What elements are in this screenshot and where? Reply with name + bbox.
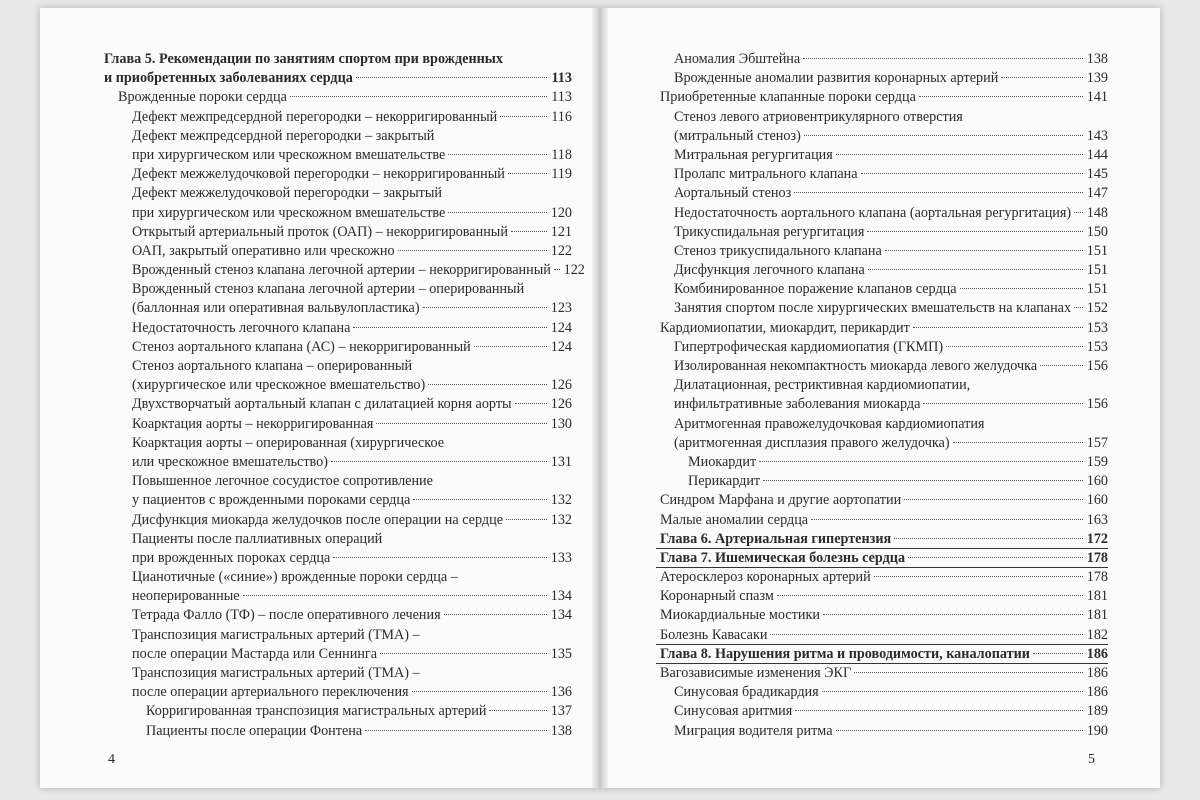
toc-entry-title: Миокардит <box>688 453 757 470</box>
toc-entry <box>104 395 572 414</box>
toc-leader-dots <box>946 346 1083 347</box>
toc-entry-title: Митральная регургитация <box>674 146 833 163</box>
toc-entry-page: 121 <box>550 223 572 240</box>
toc-leader-dots <box>867 231 1083 232</box>
toc-entry-title: у пациентов с врожденными пороками сердца <box>132 492 411 509</box>
toc-entry-page: 153 <box>1086 319 1108 336</box>
toc-entry-page: 126 <box>550 396 572 413</box>
toc-entry-title: Дефект межпредсердной перегородки – закрытый <box>132 127 435 144</box>
toc-entry <box>660 606 1108 625</box>
toc-entry-title: Врожденные аномалии развития коронарных артерий <box>674 70 999 87</box>
toc-leader-dots <box>803 58 1083 59</box>
toc-entry-page: 130 <box>550 415 572 432</box>
toc-entry-title: Атеросклероз коронарных артерий <box>660 569 871 586</box>
toc-entry <box>660 434 1108 453</box>
toc-entry <box>104 165 572 184</box>
toc-entry <box>104 453 572 472</box>
toc-leader-dots <box>885 250 1083 251</box>
toc-entry-page: 120 <box>550 204 572 221</box>
toc-entry-title: (баллонная или оперативная вальвулопластика) <box>132 300 420 317</box>
toc-leader-dots <box>854 672 1083 673</box>
toc-entry-page: 126 <box>550 377 572 394</box>
toc-entry-page: 178 <box>1086 569 1108 586</box>
toc-entry <box>104 434 572 453</box>
toc-list-right <box>660 50 1108 741</box>
toc-entry-page: 152 <box>1086 300 1108 317</box>
toc-entry-page: 118 <box>551 146 572 163</box>
toc-entry <box>104 146 572 165</box>
toc-entry <box>104 645 572 664</box>
toc-leader-dots <box>428 384 547 385</box>
toc-entry <box>104 491 572 510</box>
toc-entry <box>660 702 1108 721</box>
toc-entry-title: Цианотичные («синие») врожденные пороки сердца – <box>132 569 458 586</box>
toc-entry-title: Кардиомиопатии, миокардит, перикардит <box>660 319 910 336</box>
toc-leader-dots <box>290 96 547 97</box>
toc-entry-page: 134 <box>550 607 572 624</box>
toc-leader-dots <box>380 653 547 654</box>
toc-entry-page: 153 <box>1086 338 1108 355</box>
toc-list-left <box>104 50 585 741</box>
toc-entry <box>104 299 572 318</box>
toc-leader-dots <box>413 499 547 500</box>
toc-entry-title: после операции Мастарда или Сеннинга <box>132 645 378 662</box>
toc-leader-dots <box>960 288 1083 289</box>
toc-leader-dots <box>836 730 1084 731</box>
toc-entry <box>104 357 572 376</box>
toc-entry-page: 124 <box>550 319 572 336</box>
toc-entry <box>104 511 572 530</box>
toc-entry-title: Занятия спортом после хирургических вмешательств на клапанах <box>674 300 1072 317</box>
toc-entry-title: инфильтративные заболевания миокарда <box>674 396 921 413</box>
toc-entry-page: 132 <box>550 492 572 509</box>
left-page-toc <box>104 50 585 741</box>
toc-leader-dots <box>489 710 547 711</box>
toc-entry <box>104 415 572 434</box>
toc-leader-dots <box>356 77 547 78</box>
toc-leader-dots <box>953 442 1083 443</box>
toc-entry-title: Дефект межжелудочковой перегородки – некорригированный <box>132 166 505 183</box>
toc-entry-page: 131 <box>550 453 572 470</box>
toc-entry <box>104 587 572 606</box>
toc-entry-title: (митральный стеноз) <box>674 127 801 144</box>
toc-entry <box>660 722 1108 741</box>
toc-entry-page: 143 <box>1086 127 1108 144</box>
toc-entry-page: 163 <box>1086 511 1108 528</box>
toc-entry-page: 190 <box>1086 722 1108 739</box>
toc-entry-page: 181 <box>1086 588 1108 605</box>
toc-leader-dots <box>836 154 1083 155</box>
toc-leader-dots <box>908 557 1083 558</box>
toc-entry-title: Транспозиция магистральных артерий (ТМА) – <box>132 626 420 643</box>
toc-entry-page: 113 <box>551 89 572 106</box>
toc-entry-title: Дефект межпредсердной перегородки – некорригированный <box>132 108 498 125</box>
toc-entry-page: 132 <box>550 511 572 528</box>
toc-entry <box>660 223 1108 242</box>
toc-entry <box>104 338 572 357</box>
toc-leader-dots <box>904 499 1083 500</box>
toc-entry-page: 138 <box>1086 51 1108 67</box>
toc-entry-page: 189 <box>1086 703 1108 720</box>
toc-entry-title: Аритмогенная правожелудочковая кардиомиопатия <box>674 415 985 432</box>
toc-entry <box>660 568 1108 587</box>
toc-leader-dots <box>823 614 1083 615</box>
toc-leader-dots <box>1074 212 1083 213</box>
toc-entry-title: Стеноз трикуспидального клапана <box>674 242 882 259</box>
toc-entry-page: 186 <box>1086 684 1108 701</box>
toc-entry-title: Синусовая аритмия <box>674 703 793 720</box>
toc-entry <box>104 261 585 280</box>
toc-entry-page: 150 <box>1086 223 1108 240</box>
toc-leader-dots <box>500 116 547 117</box>
toc-entry <box>660 587 1108 606</box>
toc-leader-dots <box>919 96 1083 97</box>
toc-entry <box>660 88 1108 107</box>
toc-entry-title: Корригированная транспозиция магистральных артерий <box>146 703 487 720</box>
toc-entry-page: 178 <box>1086 549 1108 566</box>
toc-leader-dots <box>333 557 547 558</box>
toc-entry-title: (аритмогенная дисплазия правого желудочка) <box>674 434 950 451</box>
toc-entry <box>104 606 572 625</box>
toc-entry <box>104 223 572 242</box>
toc-entry-page: 147 <box>1086 185 1108 202</box>
toc-entry <box>104 568 572 587</box>
toc-entry-page: 186 <box>1086 665 1108 681</box>
toc-entry <box>104 204 572 223</box>
page-number-right: 5 <box>1088 752 1095 767</box>
toc-entry <box>660 511 1108 530</box>
toc-entry <box>104 683 572 702</box>
toc-entry <box>104 242 572 261</box>
toc-entry-title: Недостаточность аортального клапана (аортальная регургитация) <box>674 204 1072 221</box>
toc-leader-dots <box>822 691 1083 692</box>
toc-entry-title: ОАП, закрытый оперативно или чрескожно <box>132 242 395 259</box>
toc-leader-dots <box>515 403 547 404</box>
toc-entry-title: Пролапс митрального клапана <box>674 166 858 183</box>
toc-entry-title: Трикуспидальная регургитация <box>674 223 865 240</box>
toc-entry-page: 138 <box>550 722 572 739</box>
toc-entry <box>660 127 1108 146</box>
toc-leader-dots <box>508 173 547 174</box>
toc-entry-title: неоперированные <box>132 588 240 605</box>
toc-entry-title: Приобретенные клапанные пороки сердца <box>660 89 916 106</box>
right-page-toc <box>660 50 1108 741</box>
toc-entry-page: 144 <box>1086 146 1108 163</box>
toc-entry-title: Стеноз аортального клапана – оперированный <box>132 358 413 374</box>
toc-entry-title: Малые аномалии сердца <box>660 511 809 528</box>
toc-entry-title: (хирургическое или чрескожное вмешательство) <box>132 377 426 394</box>
toc-entry-page: 151 <box>1086 262 1108 279</box>
toc-leader-dots <box>794 192 1083 193</box>
toc-entry-page: 148 <box>1086 204 1108 221</box>
toc-leader-dots <box>759 461 1083 462</box>
toc-leader-dots <box>423 307 547 308</box>
toc-entry <box>660 280 1108 299</box>
toc-leader-dots <box>894 538 1083 539</box>
toc-entry <box>660 299 1108 318</box>
toc-entry-page: 181 <box>1086 607 1108 624</box>
toc-entry <box>104 127 572 146</box>
toc-entry <box>660 165 1108 184</box>
toc-entry-page: 139 <box>1086 70 1108 87</box>
toc-entry <box>104 722 572 741</box>
toc-entry-title: Синдром Марфана и другие аортопатии <box>660 492 902 509</box>
toc-leader-dots <box>1001 77 1083 78</box>
toc-entry <box>660 319 1108 338</box>
toc-leader-dots <box>874 576 1083 577</box>
toc-entry-page: 119 <box>551 166 572 183</box>
toc-entry <box>660 491 1108 510</box>
toc-entry-title: Аортальный стеноз <box>674 185 792 202</box>
toc-entry-title: Двухстворчатый аортальный клапан с дилатацией корня аорты <box>132 396 512 413</box>
toc-entry-title: Комбинированное поражение клапанов сердца <box>674 281 957 298</box>
toc-leader-dots <box>804 135 1083 136</box>
toc-leader-dots <box>365 730 547 731</box>
toc-entry <box>660 395 1108 414</box>
toc-entry <box>104 626 572 645</box>
toc-entry-title: Вагозависимые изменения ЭКГ <box>660 665 852 681</box>
toc-entry <box>660 645 1108 664</box>
toc-leader-dots <box>554 269 560 270</box>
toc-leader-dots <box>913 327 1083 328</box>
toc-entry <box>104 376 572 395</box>
toc-entry <box>104 549 572 568</box>
toc-entry-title: Миграция водителя ритма <box>674 722 833 739</box>
toc-entry-page: 151 <box>1086 242 1108 259</box>
toc-entry-title: Пациенты после паллиативных операций <box>132 530 383 547</box>
toc-leader-dots <box>1040 365 1083 366</box>
toc-entry-page: 124 <box>550 338 572 355</box>
toc-leader-dots <box>444 614 547 615</box>
toc-leader-dots <box>1074 307 1083 308</box>
toc-entry-title: Тетрада Фалло (ТФ) – после оперативного лечения <box>132 607 441 624</box>
toc-entry-title: Глава 6. Артериальная гипертензия <box>660 530 892 547</box>
toc-leader-dots <box>923 403 1083 404</box>
toc-entry <box>660 530 1108 549</box>
toc-leader-dots <box>868 269 1083 270</box>
toc-entry <box>104 280 572 299</box>
toc-entry-page: 156 <box>1086 396 1108 413</box>
toc-entry-page: 133 <box>550 549 572 566</box>
toc-leader-dots <box>1033 653 1083 654</box>
toc-entry <box>660 472 1108 491</box>
toc-entry <box>104 108 572 127</box>
toc-entry-page: 136 <box>550 684 572 701</box>
toc-entry-page: 172 <box>1086 530 1108 547</box>
toc-entry <box>660 146 1108 165</box>
toc-entry-title: Дисфункция миокарда желудочков после операции на сердце <box>132 511 503 528</box>
toc-leader-dots <box>353 327 547 328</box>
toc-entry <box>104 530 572 549</box>
toc-entry-page: 186 <box>1086 645 1108 662</box>
toc-entry <box>660 357 1108 376</box>
toc-entry-page: 159 <box>1086 453 1108 470</box>
toc-leader-dots <box>474 346 547 347</box>
toc-entry <box>104 184 572 203</box>
toc-entry-title: Транспозиция магистральных артерий (ТМА) – <box>132 665 420 681</box>
toc-entry-title: Дефект межжелудочковой перегородки – закрытый <box>132 185 442 202</box>
toc-entry-title: Пациенты после операции Фонтена <box>146 722 363 739</box>
toc-entry-title: Миокардиальные мостики <box>660 607 820 624</box>
toc-entry-page: 122 <box>550 242 572 259</box>
toc-entry-page: 134 <box>550 588 572 605</box>
toc-entry-title: при врожденных пороках сердца <box>132 549 331 566</box>
toc-entry <box>660 184 1108 203</box>
toc-entry-title: Глава 7. Ишемическая болезнь сердца <box>660 549 906 566</box>
toc-entry-page: 157 <box>1086 434 1108 451</box>
toc-entry-title: Врожденный стеноз клапана легочной артерии – некорригированный <box>132 262 551 279</box>
toc-entry <box>660 415 1108 434</box>
page-number-left: 4 <box>108 752 115 767</box>
toc-entry <box>104 472 572 491</box>
toc-entry <box>660 376 1108 395</box>
toc-entry-title: Дилатационная, рестриктивная кардиомиопатии, <box>674 377 971 394</box>
toc-entry-page: 116 <box>551 108 572 125</box>
toc-entry-page: 160 <box>1086 492 1108 509</box>
toc-entry-title: Перикардит <box>688 473 761 490</box>
toc-leader-dots <box>376 423 547 424</box>
toc-entry <box>660 549 1108 568</box>
toc-entry-title: Гипертрофическая кардиомиопатия (ГКМП) <box>674 338 944 355</box>
toc-entry-title: Изолированная некомпактность миокарда левого желудочка <box>674 358 1038 374</box>
toc-entry <box>104 50 572 69</box>
toc-leader-dots <box>331 461 547 462</box>
toc-entry <box>660 50 1108 69</box>
toc-leader-dots <box>811 519 1083 520</box>
toc-entry-page: 113 <box>551 70 572 87</box>
toc-entry-title: Болезнь Кавасаки <box>660 626 768 643</box>
toc-entry <box>660 242 1108 261</box>
toc-entry-title: Открытый артериальный проток (ОАП) – некорригированный <box>132 223 508 240</box>
book-gutter <box>592 8 608 788</box>
toc-entry-title: Врожденный стеноз клапана легочной артерии – оперированный <box>132 281 525 298</box>
toc-leader-dots <box>511 231 547 232</box>
toc-entry-title: Стеноз левого атриовентрикулярного отверстия <box>674 108 963 125</box>
toc-entry-title: и приобретенных заболеваниях сердца <box>104 70 353 87</box>
toc-leader-dots <box>448 154 547 155</box>
toc-entry-title: после операции артериального переключения <box>132 684 409 701</box>
toc-entry-page: 151 <box>1086 281 1108 298</box>
toc-entry <box>660 683 1108 702</box>
toc-entry <box>104 319 572 338</box>
toc-entry-title: при хирургическом или чрескожном вмешательстве <box>132 204 446 221</box>
toc-entry <box>660 261 1108 280</box>
toc-entry <box>660 453 1108 472</box>
toc-entry-page: 137 <box>550 703 572 720</box>
toc-leader-dots <box>770 634 1083 635</box>
toc-entry-page: 156 <box>1086 358 1108 374</box>
toc-entry-title: Синусовая брадикардия <box>674 684 819 701</box>
toc-leader-dots <box>506 519 547 520</box>
toc-entry-title: Врожденные пороки сердца <box>118 89 287 106</box>
toc-entry-page: 135 <box>550 645 572 662</box>
toc-entry-title: Недостаточность легочного клапана <box>132 319 351 336</box>
toc-entry <box>660 664 1108 683</box>
toc-entry-title: Глава 5. Рекомендации по занятиям спортом при врожденных <box>104 51 503 67</box>
toc-entry-page: 122 <box>563 262 585 279</box>
toc-entry-page: 141 <box>1086 89 1108 106</box>
toc-entry <box>660 108 1108 127</box>
toc-leader-dots <box>398 250 547 251</box>
toc-entry-title: Дисфункция легочного клапана <box>674 262 865 279</box>
toc-entry-title: Глава 8. Нарушения ритма и проводимости, каналопатии <box>660 645 1030 662</box>
toc-entry-title: Коронарный спазм <box>660 588 774 605</box>
toc-leader-dots <box>861 173 1083 174</box>
toc-entry-page: 123 <box>550 300 572 317</box>
toc-entry <box>660 69 1108 88</box>
toc-entry-title: при хирургическом или чрескожном вмешательстве <box>132 146 446 163</box>
toc-entry-title: Коарктация аорты – оперированная (хирургическое <box>132 434 445 451</box>
toc-leader-dots <box>763 480 1083 481</box>
toc-entry <box>660 338 1108 357</box>
toc-entry <box>104 69 572 88</box>
toc-entry-page: 182 <box>1086 626 1108 643</box>
toc-entry-title: Коарктация аорты – некорригированная <box>132 415 374 432</box>
toc-entry-title: Стеноз аортального клапана (АС) – некорригированный <box>132 338 471 355</box>
toc-leader-dots <box>412 691 547 692</box>
toc-entry-title: Повышенное легочное сосудистое сопротивление <box>132 473 433 490</box>
toc-entry <box>104 702 572 721</box>
toc-entry <box>660 626 1108 645</box>
toc-entry-title: или чрескожное вмешательство) <box>132 453 328 470</box>
toc-leader-dots <box>795 710 1083 711</box>
toc-leader-dots <box>243 595 547 596</box>
toc-entry <box>660 204 1108 223</box>
toc-entry <box>104 88 572 107</box>
toc-entry <box>104 664 572 683</box>
toc-leader-dots <box>777 595 1083 596</box>
toc-entry-title: Аномалия Эбштейна <box>674 51 801 67</box>
toc-entry-page: 145 <box>1086 166 1108 183</box>
toc-leader-dots <box>448 212 547 213</box>
toc-entry-page: 160 <box>1086 473 1108 490</box>
